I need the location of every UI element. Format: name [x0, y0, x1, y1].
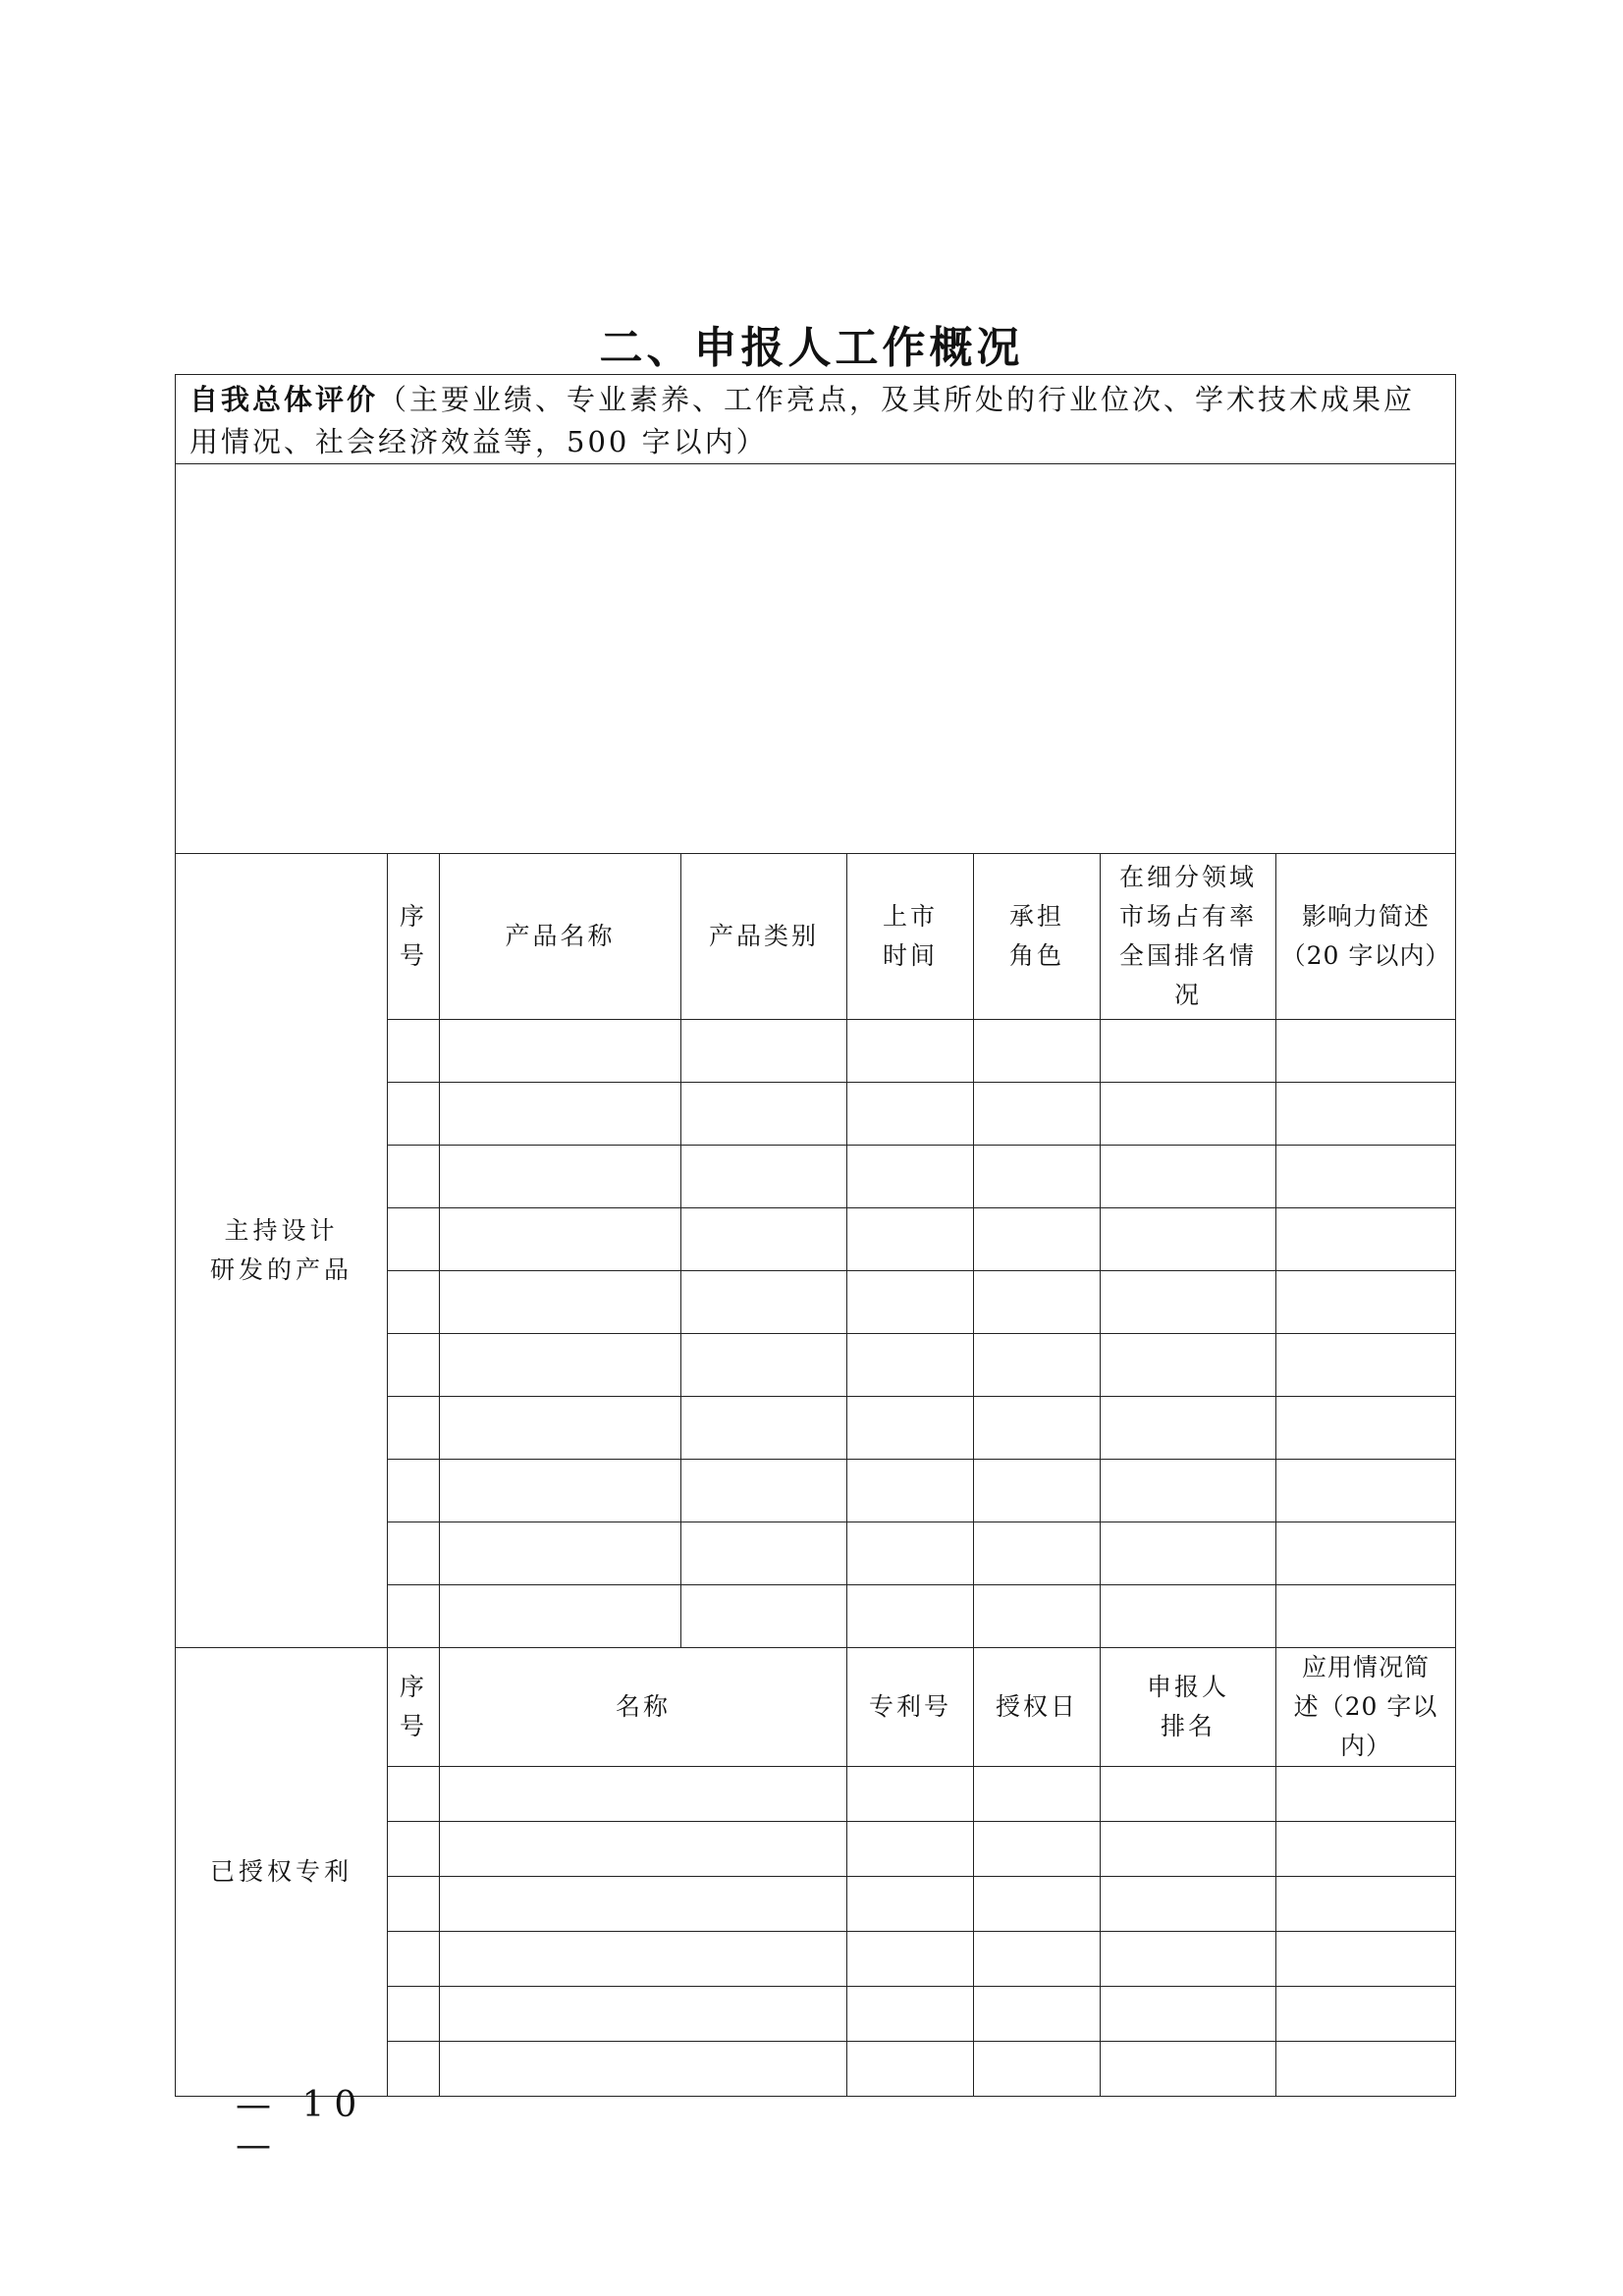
- product-cell[interactable]: [1101, 1208, 1276, 1271]
- products-header-market-share: [1101, 854, 1276, 1020]
- patent-cell[interactable]: [388, 1987, 440, 2042]
- patent-cell[interactable]: [1101, 1822, 1276, 1877]
- products-header-impact: [1276, 854, 1456, 1020]
- products-section-label: [176, 854, 388, 1648]
- product-cell[interactable]: [974, 1146, 1101, 1208]
- product-cell[interactable]: [681, 1522, 847, 1585]
- product-cell[interactable]: [388, 1397, 440, 1460]
- product-cell[interactable]: [681, 1585, 847, 1648]
- products-header-impact-line2: （20 字以内）: [1280, 941, 1451, 970]
- product-cell[interactable]: [440, 1146, 681, 1208]
- product-cell[interactable]: [974, 1020, 1101, 1083]
- patent-cell[interactable]: [440, 1822, 847, 1877]
- product-cell[interactable]: [1276, 1208, 1456, 1271]
- product-cell[interactable]: [847, 1208, 974, 1271]
- patent-cell[interactable]: [440, 1932, 847, 1987]
- product-cell[interactable]: [440, 1083, 681, 1146]
- products-header-name: 产品名称: [440, 854, 681, 1020]
- product-cell[interactable]: [681, 1020, 847, 1083]
- patents-header-rank-line2: 排名: [1160, 1712, 1216, 1740]
- patent-cell[interactable]: [388, 1767, 440, 1822]
- patent-cell[interactable]: [440, 1767, 847, 1822]
- patents-header-grant-date: 授权日: [974, 1648, 1101, 1767]
- product-cell[interactable]: [440, 1271, 681, 1334]
- product-cell[interactable]: [681, 1334, 847, 1397]
- product-cell[interactable]: [681, 1146, 847, 1208]
- patents-header-name: 名称: [440, 1648, 847, 1767]
- patent-cell[interactable]: [974, 1877, 1101, 1932]
- product-cell[interactable]: [388, 1083, 440, 1146]
- product-cell[interactable]: [1276, 1585, 1456, 1648]
- product-cell[interactable]: [388, 1585, 440, 1648]
- product-cell[interactable]: [1276, 1271, 1456, 1334]
- products-header-seq-line2: 号: [399, 941, 427, 970]
- product-cell[interactable]: [1101, 1083, 1276, 1146]
- patent-cell[interactable]: [1101, 1767, 1276, 1822]
- product-cell[interactable]: [1276, 1460, 1456, 1522]
- application-form-table: [175, 374, 1456, 2097]
- products-header-role-line2: 角色: [1008, 941, 1064, 970]
- patent-cell[interactable]: [974, 1767, 1101, 1822]
- patents-header-patent-no: 专利号: [847, 1648, 974, 1767]
- patents-header-seq-line1: 序: [399, 1673, 427, 1701]
- patent-cell[interactable]: [440, 2042, 847, 2097]
- products-header-role: [974, 854, 1101, 1020]
- product-cell[interactable]: [974, 1585, 1101, 1648]
- patent-cell[interactable]: [847, 2042, 974, 2097]
- product-cell[interactable]: [1276, 1020, 1456, 1083]
- product-cell[interactable]: [1101, 1585, 1276, 1648]
- patent-cell[interactable]: [1101, 1987, 1276, 2042]
- products-header-seq: [388, 854, 440, 1020]
- product-cell[interactable]: [388, 1460, 440, 1522]
- patent-cell[interactable]: [974, 1987, 1101, 2042]
- product-cell[interactable]: [847, 1585, 974, 1648]
- self-evaluation-header: [176, 375, 1456, 464]
- patent-cell[interactable]: [974, 1822, 1101, 1877]
- products-header-share-line3: 全国排名情: [1118, 941, 1257, 970]
- product-cell[interactable]: [388, 1334, 440, 1397]
- product-cell[interactable]: [847, 1020, 974, 1083]
- product-cell[interactable]: [847, 1397, 974, 1460]
- products-header-role-line1: 承担: [1008, 902, 1064, 931]
- patent-cell[interactable]: [1276, 1822, 1456, 1877]
- products-header-seq-line1: 序: [399, 902, 427, 931]
- product-cell[interactable]: [1276, 1397, 1456, 1460]
- self-evaluation-instructions: （主要业绩、专业素养、工作亮点，及其所处的行业位次、学术技术成果应用情况、社会经济效益等，500 字以内）: [189, 383, 1416, 458]
- patent-cell[interactable]: [388, 1822, 440, 1877]
- patent-cell[interactable]: [440, 1987, 847, 2042]
- product-cell[interactable]: [681, 1208, 847, 1271]
- product-cell[interactable]: [974, 1334, 1101, 1397]
- product-cell[interactable]: [1101, 1271, 1276, 1334]
- product-cell[interactable]: [388, 1146, 440, 1208]
- product-cell[interactable]: [1101, 1334, 1276, 1397]
- patent-cell[interactable]: [1276, 1767, 1456, 1822]
- patents-header-app-line1: 应用情况简: [1302, 1653, 1431, 1682]
- product-cell[interactable]: [847, 1271, 974, 1334]
- patent-cell[interactable]: [974, 2042, 1101, 2097]
- products-label-line2: 研发的产品: [209, 1255, 352, 1284]
- product-cell[interactable]: [440, 1397, 681, 1460]
- products-header-launch-line2: 时间: [882, 941, 938, 970]
- products-header-share-line1: 在细分领域: [1118, 863, 1257, 891]
- product-cell[interactable]: [847, 1522, 974, 1585]
- product-cell[interactable]: [440, 1334, 681, 1397]
- product-cell[interactable]: [440, 1522, 681, 1585]
- product-cell[interactable]: [974, 1522, 1101, 1585]
- patent-cell[interactable]: [388, 1932, 440, 1987]
- page-title: 二、申报人工作概况: [599, 323, 1024, 373]
- product-cell[interactable]: [847, 1334, 974, 1397]
- product-cell[interactable]: [388, 1208, 440, 1271]
- product-cell[interactable]: [681, 1397, 847, 1460]
- patent-cell[interactable]: [1276, 1987, 1456, 2042]
- product-cell[interactable]: [681, 1460, 847, 1522]
- patent-cell[interactable]: [1276, 1932, 1456, 1987]
- product-cell[interactable]: [440, 1585, 681, 1648]
- patent-cell[interactable]: [440, 1877, 847, 1932]
- patent-cell[interactable]: [388, 1877, 440, 1932]
- product-cell[interactable]: [847, 1146, 974, 1208]
- product-cell[interactable]: [681, 1271, 847, 1334]
- patents-section-label: 已授权专利: [176, 1648, 388, 2097]
- product-cell[interactable]: [440, 1460, 681, 1522]
- self-evaluation-heading: 自我总体评价: [189, 383, 379, 416]
- patents-header-applicant-rank: [1101, 1648, 1276, 1767]
- self-evaluation-textarea[interactable]: [176, 464, 1456, 854]
- patent-cell[interactable]: [847, 1767, 974, 1822]
- product-cell[interactable]: [1276, 1522, 1456, 1585]
- patents-header-seq: [388, 1648, 440, 1767]
- products-header-launch-line1: 上市: [882, 902, 938, 931]
- patent-cell[interactable]: [847, 1932, 974, 1987]
- product-cell[interactable]: [974, 1083, 1101, 1146]
- products-header-share-line4: 况: [1173, 981, 1202, 1009]
- patent-cell[interactable]: [1101, 1877, 1276, 1932]
- patent-cell[interactable]: [1101, 2042, 1276, 2097]
- product-cell[interactable]: [847, 1083, 974, 1146]
- product-cell[interactable]: [1101, 1146, 1276, 1208]
- patent-cell[interactable]: [974, 1932, 1101, 1987]
- product-cell[interactable]: [847, 1460, 974, 1522]
- product-cell[interactable]: [974, 1208, 1101, 1271]
- products-header-share-line2: 市场占有率: [1118, 902, 1257, 931]
- patents-header-seq-line2: 号: [399, 1712, 427, 1740]
- product-cell[interactable]: [440, 1208, 681, 1271]
- product-cell[interactable]: [974, 1460, 1101, 1522]
- product-cell[interactable]: [440, 1020, 681, 1083]
- product-cell[interactable]: [1101, 1020, 1276, 1083]
- product-cell[interactable]: [974, 1271, 1101, 1334]
- products-header-category: 产品类别: [681, 854, 847, 1020]
- products-header-impact-line1: 影响力简述: [1302, 902, 1431, 931]
- product-cell[interactable]: [388, 1271, 440, 1334]
- product-cell[interactable]: [1276, 1146, 1456, 1208]
- patent-cell[interactable]: [1276, 2042, 1456, 2097]
- product-cell[interactable]: [1101, 1522, 1276, 1585]
- patent-cell[interactable]: [1101, 1932, 1276, 1987]
- patents-header-application: [1276, 1648, 1456, 1767]
- product-cell[interactable]: [388, 1522, 440, 1585]
- patent-cell[interactable]: [847, 1987, 974, 2042]
- product-cell[interactable]: [1276, 1334, 1456, 1397]
- product-cell[interactable]: [1276, 1083, 1456, 1146]
- product-cell[interactable]: [1101, 1397, 1276, 1460]
- products-label-line1: 主持设计: [224, 1216, 339, 1245]
- product-cell[interactable]: [388, 1020, 440, 1083]
- patent-cell[interactable]: [847, 1877, 974, 1932]
- patent-cell[interactable]: [847, 1822, 974, 1877]
- product-cell[interactable]: [681, 1083, 847, 1146]
- product-cell[interactable]: [974, 1397, 1101, 1460]
- products-header-launch-time: [847, 854, 974, 1020]
- patents-header-app-line2: 述（20 字以内）: [1293, 1692, 1438, 1760]
- patents-header-rank-line1: 申报人: [1146, 1673, 1229, 1701]
- product-cell[interactable]: [1101, 1460, 1276, 1522]
- patent-cell[interactable]: [1276, 1877, 1456, 1932]
- page-number: — 10 —: [236, 2085, 367, 2165]
